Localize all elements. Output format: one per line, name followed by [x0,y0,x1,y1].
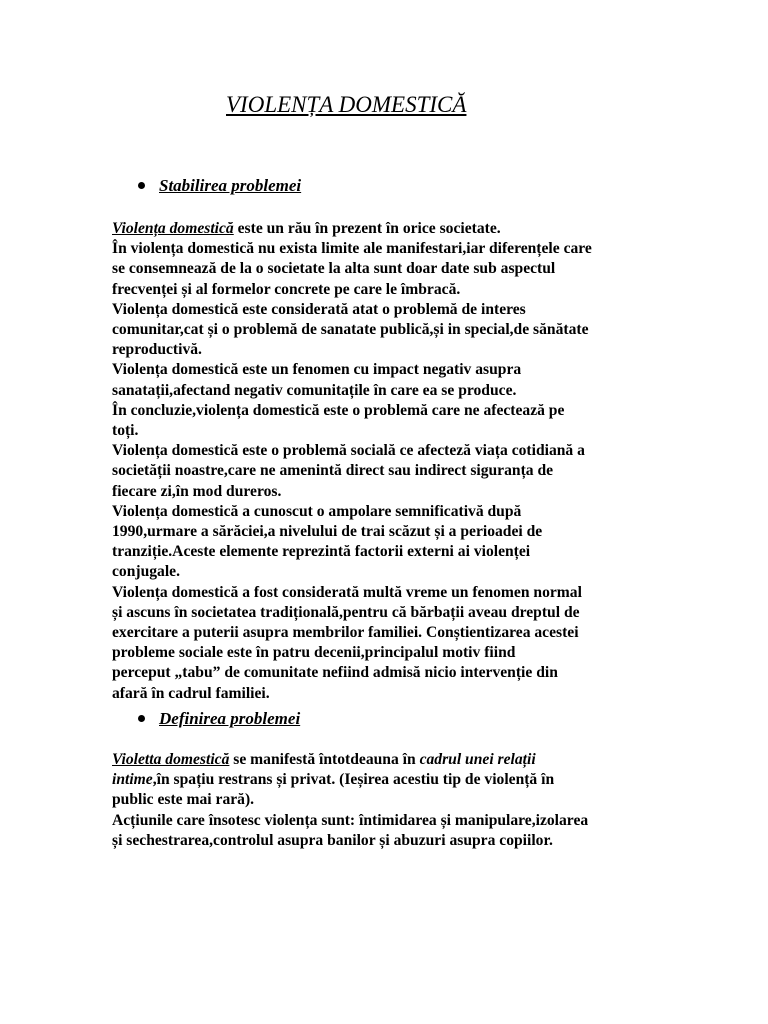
text-line: Violența domestică este o problemă socială ce afecteză viața cotidiană a [112,442,585,460]
text-span: este un rău în prezent în orice societate. [233,220,501,237]
text-line: toți. [112,422,139,440]
section-heading-definirea [138,709,300,729]
text-line: sanatații,afectand negativ comunitațile în care ea se produce. [112,381,517,399]
text-line: probleme sociale este în patru decenii,principalul motiv fiind [112,644,516,662]
text-line: perceput „tabu” de comunitate nefiind admisă nicio intervenție din [112,664,558,682]
text-line [112,770,672,790]
text-line: și sechestrarea,controlul asupra banilor și abuzuri asupra copiilor. [112,831,553,849]
section-heading-label: Stabilirea problemei [159,176,302,195]
text-line: Violența domestică a fost considerată multă vreme un fenomen normal [112,583,582,601]
text-line: public este mai rară). [112,791,255,809]
section1-body [112,219,672,704]
term-cadrul-unei-relatii: cadrul unei relații [419,751,536,768]
text-line: frecvenței și al formelor concrete pe care le îmbracă. [112,280,461,298]
text-line [112,750,672,770]
text-line: 1990,urmare a sărăciei,a nivelului de trai scăzut și a perioadei de [112,523,543,541]
page-title: VIOLENȚA DOMESTICĂ [226,92,467,117]
text-line: Violența domestică este considerată atat o problemă de interes [112,300,526,318]
term-violenta-domestica: Violența domestică [112,220,234,237]
section-heading-stabilirea [138,176,301,196]
text-line: În concluzie,violența domestică este o problemă care ne afectează pe [112,401,565,419]
text-line: reproductivă. [112,341,202,359]
term-violetta-domestica: Violetta domestică [112,751,230,768]
text-line: fiecare zi,în mod dureros. [112,482,282,500]
text-line: Acțiunile care însotesc violența sunt: întimidarea și manipulare,izolarea [112,811,589,829]
text-line [112,219,672,239]
text-line: Violența domestică a cunoscut o ampolare semnificativă după [112,502,522,520]
term-intime: intime [112,771,153,789]
text-line: afară în cadrul familiei. [112,684,270,702]
section-heading-label: Definirea problemei [159,709,301,728]
text-line: Violența domestică este un fenomen cu impact negativ asupra [112,361,522,379]
text-line: conjugale. [112,563,181,581]
text-line: În violența domestică nu exista limite ale manifestari,iar diferențele care [112,240,592,258]
text-span: ,în spațiu restrans și privat. (Ieșirea acestiu tip de violență în [152,771,555,789]
text-line: societății noastre,care ne amenintă direct sau indirect siguranța de [112,462,554,480]
bullet-icon [138,182,145,189]
text-span: se manifestă întotdeauna în [229,751,420,768]
bullet-icon [138,715,145,722]
text-line: se consemnează de la o societate la alta sunt doar date sub aspectul [112,260,556,278]
section2-body [112,750,672,851]
text-line: comunitar,cat și o problemă de sanatate publică,și in special,de sănătate [112,321,589,339]
text-line: exercitare a puterii asupra membrilor familiei. Conștientizarea acestei [112,624,579,642]
text-line: și ascuns în societatea tradițională,pentru că bărbații aveau dreptul de [112,603,580,621]
text-line: tranziție.Aceste elemente reprezintă factorii externi ai violenței [112,543,531,561]
